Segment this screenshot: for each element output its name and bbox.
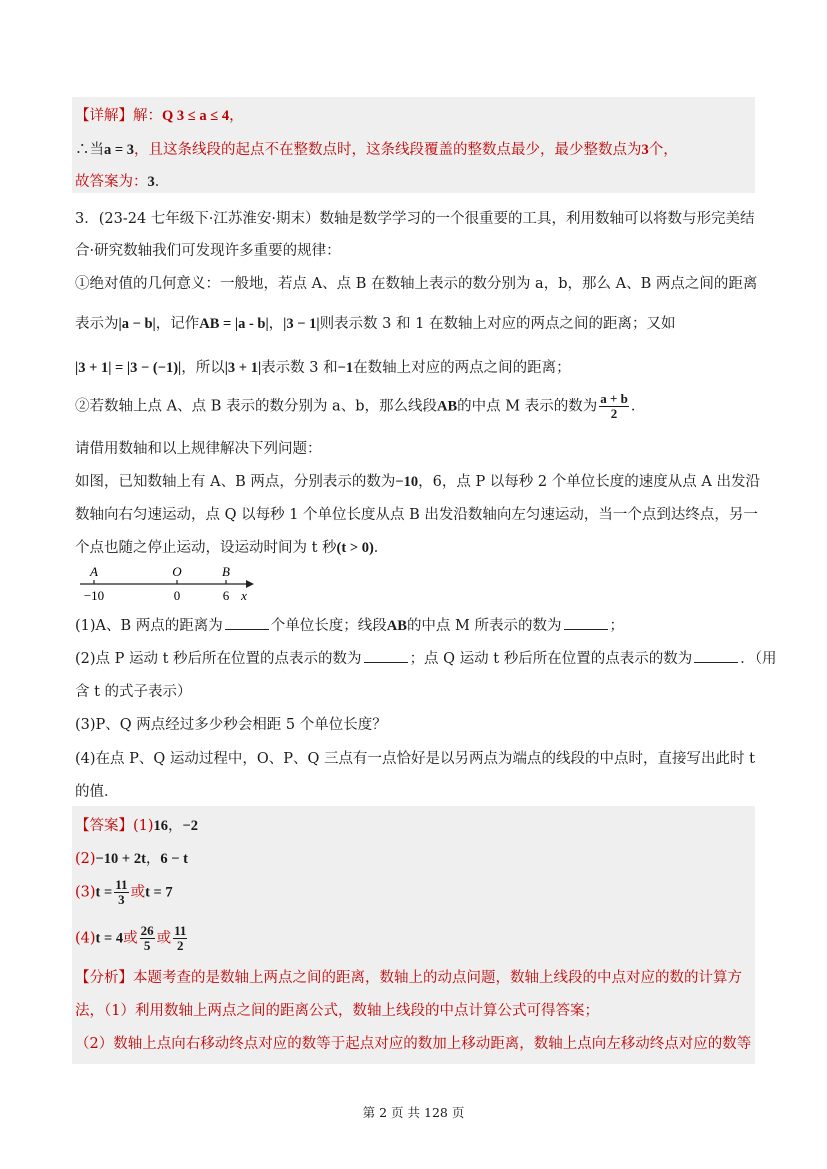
point-b-letter: B <box>222 564 230 579</box>
question-2-line-1: (2)点 P 运动 t 秒后所在位置的点表示的数为 ；点 Q 运动 t 秒后所在位置的点表示的数为 ．（用 <box>75 651 777 667</box>
answer-line-2: (2)−10 + 2t，6 − t <box>75 851 188 867</box>
point-a-value: −10 <box>83 588 105 603</box>
answer-tag: 【答案】 <box>75 818 133 834</box>
answer-line-3: (3)t = $\frac{11}{3}$ 或t = 7 <box>75 877 173 907</box>
answer-blank <box>225 617 269 630</box>
answer-4-fraction-1: $\frac{26}{5}$ <box>140 923 154 953</box>
setup-line-1: 如图，已知数轴上有 A、B 两点，分别表示的数为−10，6，点 P 以每秒 2 个单位长度的速度从点 A 出发沿 <box>75 474 760 490</box>
rule-1-line-2: 表示为|a − b|，记作AB = |a - b|，|3 − 1|则表示数 3 和 1 在数轴上对应的两点之间的距离；又如 <box>75 316 676 332</box>
answer-3-fraction: $\frac{11}{3}$ <box>115 877 128 907</box>
analysis-line-3: （2）数轴上点向右移动终点对应的数等于起点对应的数加上移动距离，数轴上点向左移动终点对应的数等 <box>75 1036 752 1052</box>
point-a-letter: A <box>90 564 98 579</box>
question-2-line-2: 含 t 的式子表示） <box>75 684 192 700</box>
problem-line-1: 3．(23-24 七年级下·江苏淮安·期末）数轴是数学学习的一个很重要的工具，利用数轴可以将数与形完美结 <box>75 211 755 227</box>
answer-blank <box>564 617 608 630</box>
analysis-tag: 【分析】 <box>75 970 133 986</box>
analysis-line-2: 法，（1）利用数轴上两点之间的距离公式，数轴上线段的中点计算公式可得答案； <box>75 1003 599 1019</box>
answer-4-fraction-2: $\frac{11}{2}$ <box>174 923 187 953</box>
question-4-line-2: 的值． <box>75 784 119 800</box>
point-b-value: 6 <box>222 588 230 603</box>
given-inequality: Q 3 ≤ a ≤ 4 <box>162 108 230 124</box>
point-o-letter: O <box>172 564 182 579</box>
rule-2-line: ②若数轴上点 A、点 B 表示的数分别为 a、b，那么线段AB的中点 M 表示的数为 $\frac{a + b}{2}$ ． <box>75 391 646 421</box>
question-3: (3)P、Q 两点经过多少秒会相距 5 个单位长度？ <box>75 717 387 733</box>
solution-line-2: ∴当a = 3，且这条线段的起点不在整数点时，这条线段覆盖的整数点最少，最少整数点为3个， <box>75 142 678 158</box>
solution-tag: 【详解】 <box>75 108 133 124</box>
question-4-line-1: (4)在点 P、Q 运动过程中，O、P、Q 三点有一点恰好是以另两点为端点的线段的中点时，直接写出此时 t <box>75 751 755 767</box>
analysis-line-1: 【分析】本题考查的是数轴上两点之间的距离，数轴上的动点问题，数轴上线段的中点对应的数的计算方 <box>75 970 742 986</box>
page-footer: 第 2 页 共 128 页 <box>362 1105 465 1120</box>
rule-1-line-3: |3 + 1| = |3 − (−1)|，所以|3 + 1|表示数 3 和−1在数轴上对应的两点之间的距离； <box>75 360 571 376</box>
setup-line-3: 个点也随之停止运动，设运动时间为 t 秒(t > 0)． <box>75 540 389 556</box>
rule-1-line-1: ①绝对值的几何意义：一般地，若点 A、点 B 在数轴上表示的数分别为 a，b，那么 A、B 两点之间的距离 <box>75 276 758 292</box>
ask-line: 请借用数轴和以上规律解决下列问题： <box>75 441 322 457</box>
answer-blank <box>694 650 738 663</box>
answer-blank <box>364 650 408 663</box>
solution-line-1: 【详解】解：Q 3 ≤ a ≤ 4， <box>75 108 244 124</box>
number-line-figure <box>78 563 258 607</box>
solution-line-3: 故答案为：3． <box>75 174 170 190</box>
axis-label: x <box>241 588 247 603</box>
setup-line-2: 数轴向右匀速运动，点 Q 以每秒 1 个单位长度从点 B 出发沿数轴向左匀速运动，当一个点到达终点，另一 <box>75 507 758 523</box>
problem-line-2: 合·研究数轴我们可发现许多重要的规律： <box>75 243 341 259</box>
midpoint-fraction: $\frac{a + b}{2}$ <box>600 391 628 421</box>
answer-line-1: 【答案】(1)16，−2 <box>75 818 199 834</box>
point-o-value: 0 <box>173 588 181 603</box>
answer-line-4: (4)t = 4或 $\frac{26}{5}$ 或 $\frac{11}{2}$ <box>75 923 187 953</box>
question-1: (1)A、B 两点的距离为 个单位长度；线段AB的中点 M 所表示的数为 ； <box>75 618 625 634</box>
axis-arrow-icon <box>246 580 254 588</box>
